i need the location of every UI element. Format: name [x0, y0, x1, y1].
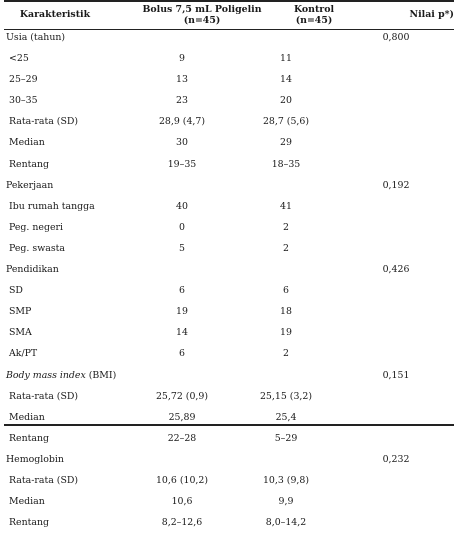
row-p-value: 0,192 — [382, 179, 410, 191]
table-row — [0, 95, 456, 116]
row-value-bolus: 6 — [179, 285, 185, 297]
row-label: Median — [9, 496, 45, 508]
row-value-bolus: 6 — [179, 348, 185, 360]
row-value-control: 25,15 (3,2) — [259, 390, 313, 402]
table-row — [0, 517, 456, 538]
row-label: Median — [9, 137, 45, 149]
table-row — [0, 327, 456, 348]
row-p-value: 0,232 — [382, 453, 410, 465]
row-value-control: 9,9 — [278, 496, 294, 508]
row-label: Rentang — [9, 432, 50, 444]
row-value-control: 5–29 — [274, 432, 298, 444]
table-section-row — [0, 180, 456, 201]
row-value-control: 41 — [280, 200, 292, 212]
row-p-value: 0,151 — [382, 369, 410, 381]
row-label: Hemoglobin — [6, 453, 64, 465]
header-group-bolus-n: (n=45) — [183, 15, 221, 26]
row-value-control: 11 — [280, 53, 292, 65]
row-value-bolus: 28,9 (4,7) — [158, 116, 206, 128]
row-value-control: 10,3 (9,8) — [262, 474, 310, 486]
row-value-control: 2 — [283, 221, 289, 233]
table-row — [0, 222, 456, 243]
row-value-control: 25,4 — [275, 411, 297, 423]
row-label: Median — [9, 411, 45, 423]
row-value-bolus: 9 — [179, 53, 185, 65]
table-row — [0, 159, 456, 180]
table-row — [0, 475, 456, 496]
header-p-value: Nilai p*) — [409, 9, 454, 20]
row-value-control: 19 — [280, 327, 292, 339]
row-value-bolus: 30 — [176, 137, 188, 149]
header-rule — [4, 29, 454, 30]
row-label: Rentang — [9, 158, 50, 170]
row-value-bolus: 25,72 (0,9) — [155, 390, 209, 402]
row-value-bolus: 13 — [176, 74, 188, 86]
row-value-bolus: 22–28 — [167, 432, 197, 444]
bottom-rule — [4, 424, 454, 426]
row-value-bolus: 5 — [179, 242, 185, 254]
row-label: 25–29 — [9, 74, 38, 86]
table-row — [0, 285, 456, 306]
table-row — [0, 201, 456, 222]
header-characteristic: Karakteristik — [19, 9, 91, 20]
row-value-bolus: 40 — [176, 200, 188, 212]
header-group-control-name: Kontrol — [293, 4, 335, 15]
row-value-bolus: 14 — [176, 327, 188, 339]
table-row — [0, 391, 456, 412]
top-rule — [4, 0, 454, 2]
row-label: Usia (tahun) — [6, 32, 66, 43]
table-row — [0, 116, 456, 137]
table-row — [0, 496, 456, 517]
row-value-bolus: 19 — [176, 306, 188, 318]
row-value-control: 29 — [280, 137, 292, 149]
table-row — [0, 412, 456, 433]
row-value-bolus: 19–35 — [167, 158, 197, 170]
row-label: Rata-rata (SD) — [9, 116, 79, 128]
row-value-control: 28,7 (5,6) — [262, 116, 310, 128]
row-value-control: 6 — [283, 285, 289, 297]
row-p-value: 0,426 — [382, 264, 410, 276]
table-section-row — [0, 264, 456, 285]
row-value-bolus: 10,6 (10,2) — [155, 474, 209, 486]
row-value-control: 2 — [283, 348, 289, 360]
row-label: SD — [9, 285, 23, 297]
table-row — [0, 306, 456, 327]
row-label — [6, 370, 116, 382]
table-section-row — [0, 370, 456, 391]
row-label: Pendidikan — [6, 264, 59, 276]
row-value-control: 8,0–14,2 — [265, 517, 307, 529]
row-label: Peg. swasta — [9, 242, 65, 254]
row-label: 30–35 — [9, 95, 38, 107]
row-label: <25 — [9, 53, 29, 65]
row-value-control: 14 — [280, 74, 292, 86]
table-row — [0, 53, 456, 74]
row-value-control: 18–35 — [271, 158, 301, 170]
row-label: Ibu rumah tangga — [9, 200, 95, 212]
row-label: SMA — [9, 327, 32, 339]
table-section-row — [0, 32, 456, 53]
row-value-bolus: 10,6 — [171, 496, 193, 508]
row-value-bolus: 0 — [179, 221, 185, 233]
table-section-row — [0, 454, 456, 475]
row-value-control: 20 — [280, 95, 292, 107]
row-label-suffix: (BMI) — [85, 369, 117, 381]
row-label: Rata-rata (SD) — [9, 474, 79, 486]
table-row — [0, 74, 456, 95]
row-label: Ak/PT — [9, 348, 38, 360]
table-body — [0, 32, 456, 538]
header-group-control-n: (n=45) — [295, 15, 333, 26]
row-label: Rata-rata (SD) — [9, 390, 79, 402]
row-value-bolus: 25,89 — [168, 411, 196, 423]
row-value-bolus: 23 — [176, 95, 188, 107]
row-label-italic: Body mass index — [6, 369, 86, 381]
table-row — [0, 137, 456, 158]
row-value-control: 18 — [280, 306, 292, 318]
row-label: Pekerjaan — [6, 179, 54, 191]
header-group-bolus-name: Bolus 7,5 mL Poligelin — [142, 4, 262, 15]
row-label: Rentang — [9, 517, 50, 529]
row-p-value: 0,800 — [382, 32, 410, 43]
row-value-bolus: 8,2–12,6 — [161, 517, 203, 529]
table-row — [0, 348, 456, 369]
table-row — [0, 243, 456, 264]
table-row — [0, 433, 456, 454]
row-label: SMP — [9, 306, 32, 318]
row-label: Peg. negeri — [9, 221, 64, 233]
row-value-control: 2 — [283, 242, 289, 254]
